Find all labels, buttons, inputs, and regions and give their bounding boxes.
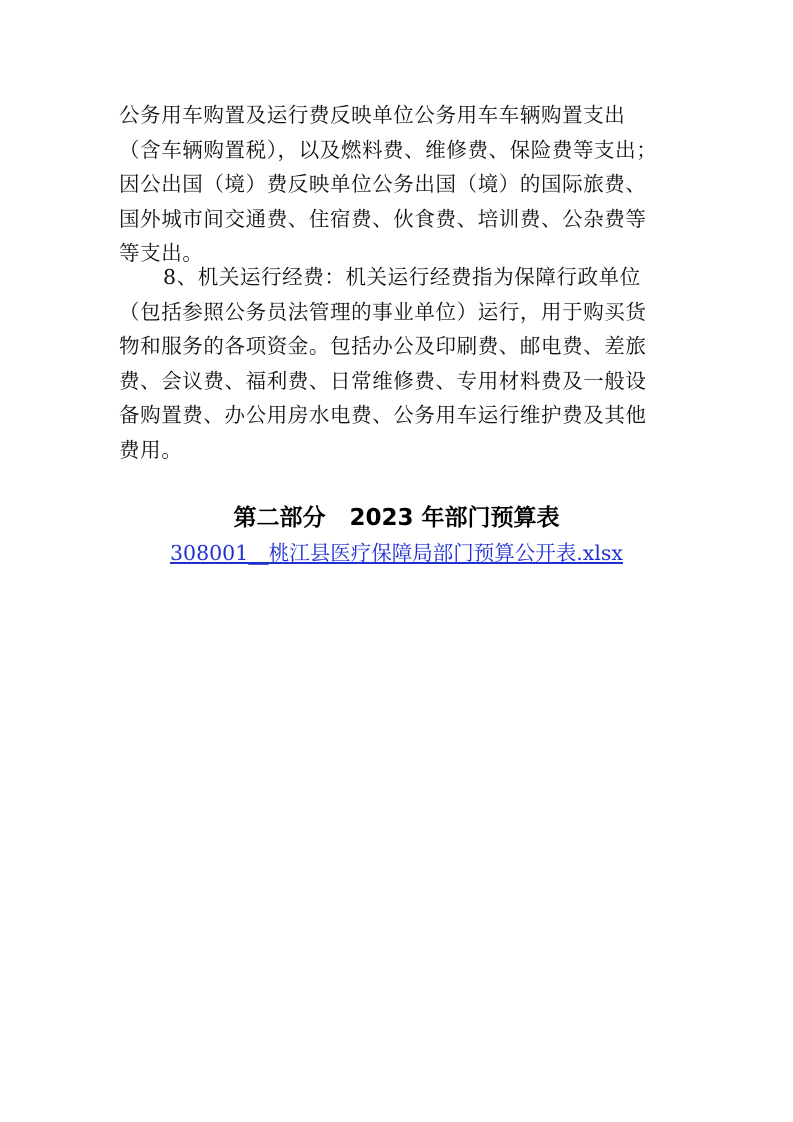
text-line: 费、会议费、福利费、日常维修费、专用材料费及一般设 xyxy=(119,368,647,393)
text-line: （包括参照公务员法管理的事业单位）运行，用于购买货 xyxy=(119,299,647,324)
paragraph-operating-expenses xyxy=(119,260,679,467)
text-line: 因公出国（境）费反映单位公务出国（境）的国际旅费、 xyxy=(119,172,647,196)
text-line: （含车辆购置税），以及燃料费、维修费、保险费等支出； xyxy=(119,137,658,162)
text-line: 等支出。 xyxy=(119,241,204,265)
text-line: 国外城市间交通费、住宿费、伙食费、培训费、公杂费等 xyxy=(119,206,647,231)
section-title: 第二部分 2023 年部门预算表 xyxy=(233,505,560,531)
paragraph-vehicle-and-travel-expenses xyxy=(119,98,679,271)
text-line: 8、机关运行经费：机关运行经费指为保障行政单位 xyxy=(163,265,641,289)
attachment-file-link[interactable]: 308001__桃江县医疗保障局部门预算公开表.xlsx xyxy=(170,541,623,565)
text-line: 费用。 xyxy=(119,437,183,462)
text-line: 物和服务的各项资金。包括办公及印刷费、邮电费、差旅 xyxy=(119,334,647,358)
text-line: 备购置费、办公用房水电费、公务用车运行维护费及其他 xyxy=(119,403,647,427)
text-line: 公务用车购置及运行费反映单位公务用车车辆购置支出 xyxy=(119,103,626,127)
